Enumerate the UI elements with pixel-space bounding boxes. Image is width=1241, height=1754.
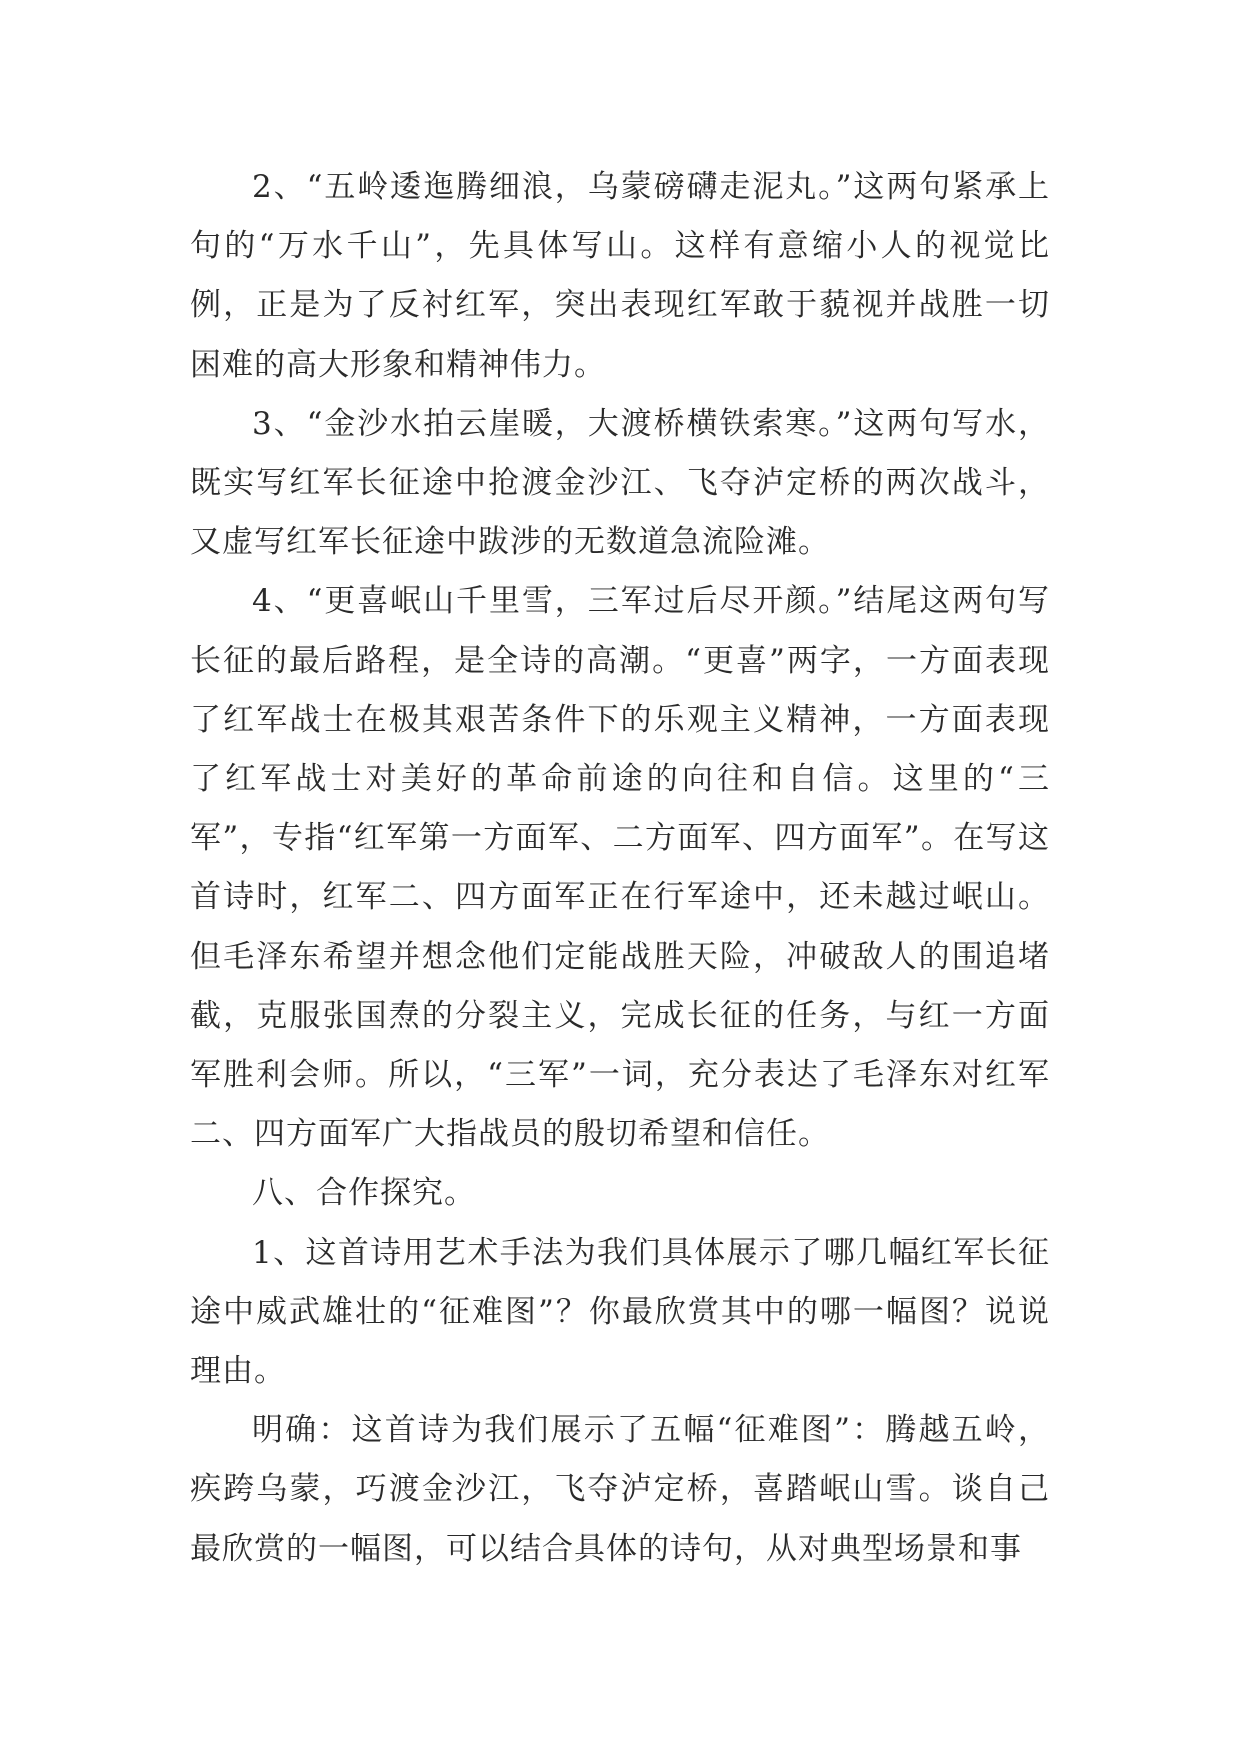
answer-clarification: 明确：这首诗为我们展示了五幅“征难图”：腾越五岭，疾跨乌蒙，巧渡金沙江，飞夺泸定桥，喜踏岷山雪。谈自己最欣赏的一幅图，可以结合具体的诗句，从对典型场景和事: [190, 1412, 1050, 1567]
question-1: 1、这首诗用艺术手法为我们具体展示了哪几幅红军长征途中威武雄壮的“征难图”？你最欣赏其中的哪一幅图？说说理由。: [190, 1234, 1050, 1390]
paragraph-item-2: 2、“五岭逶迤腾细浪，乌蒙磅礴走泥丸。”这两句紧承上句的“万水千山”，先具体写山。这样有意缩小人的视觉比例，正是为了反衬红军，突出表现红军敢于藐视并战胜一切困难的高大形象和精神伟力。: [190, 169, 1050, 383]
paragraph-item-4: 4、“更喜岷山千里雪，三军过后尽开颜。”结尾这两句写长征的最后路程，是全诗的高潮。“更喜”两字，一方面表现了红军战士在极其艰苦条件下的乐观主义精神，一方面表现了红军战士对美好的革命前途的向往和自信。这里的“三军”，专指“红军第一方面军、二方面军、四方面军”。在写这首诗时，红军二、四方面军正在行军途中，还未越过岷山。但毛泽东希望并想念他们定能战胜天险，冲破敌人的围追堵截，克服张国焘的分裂主义，完成长征的任务，与红一方面军胜利会师。所以，“三军”一词，充分表达了毛泽东对红军二、四方面军广大指战员的殷切希望和信任。: [190, 583, 1050, 1153]
section-heading-cooperative-inquiry: 八、合作探究。: [252, 1175, 476, 1212]
document-body: [190, 158, 1050, 1579]
paragraph-item-3: 3、“金沙水拍云崖暖，大渡桥横铁索寒。”这两句写水，既实写红军长征途中抢渡金沙江、飞夺泸定桥的两次战斗，又虚写红军长征途中跋涉的无数道急流险滩。: [190, 405, 1050, 561]
